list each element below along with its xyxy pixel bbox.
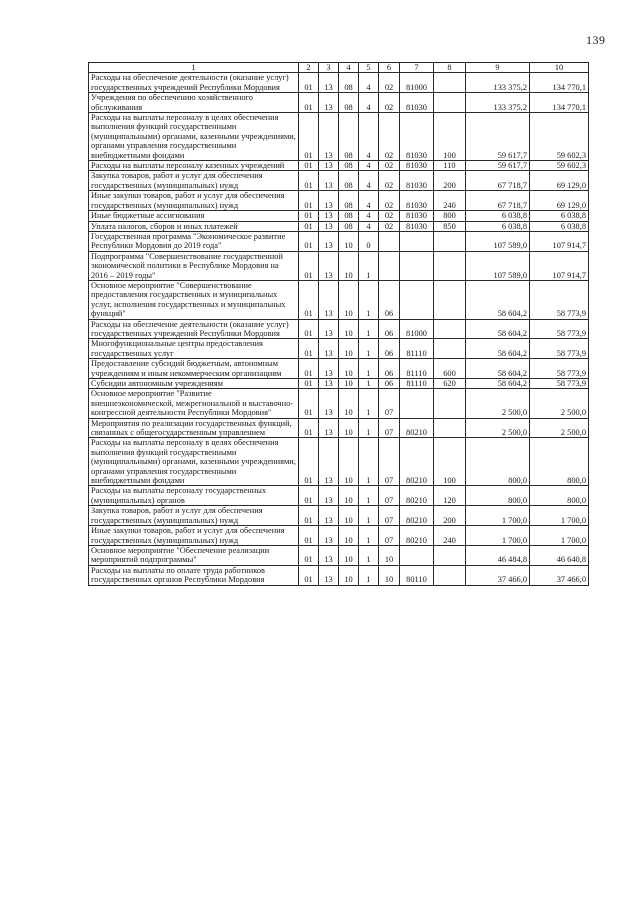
code-col-6: 02: [379, 113, 400, 161]
code-col-7: 81110: [400, 339, 434, 359]
code-col-2: 01: [299, 438, 319, 486]
code-col-7: 81000: [400, 73, 434, 93]
code-col-6: 02: [379, 161, 400, 171]
amount-col-10: 37 466,0: [530, 565, 589, 585]
code-col-3: 13: [319, 359, 339, 379]
amount-col-10: 107 914,7: [530, 231, 589, 251]
code-col-6: 07: [379, 486, 400, 506]
code-col-2: 01: [299, 93, 319, 113]
code-col-5: 4: [359, 73, 379, 93]
code-col-2: 01: [299, 211, 319, 221]
amount-col-10: 58 773,9: [530, 339, 589, 359]
code-col-7: [400, 251, 434, 280]
code-col-6: 06: [379, 280, 400, 319]
table-row: [89, 359, 589, 379]
code-col-4: 10: [339, 339, 359, 359]
code-col-4: 10: [339, 418, 359, 438]
amount-col-10: 6 038,8: [530, 211, 589, 221]
code-col-8: 620: [434, 379, 466, 389]
code-col-6: 07: [379, 526, 400, 546]
amount-col-10: 2 500,0: [530, 418, 589, 438]
code-col-8: 600: [434, 359, 466, 379]
code-col-3: 13: [319, 161, 339, 171]
amount-col-10: 2 500,0: [530, 389, 589, 418]
amount-col-10: 59 602,3: [530, 161, 589, 171]
row-name: Закупка товаров, работ и услуг для обеспечения государственных (муниципальных) нужд: [89, 506, 299, 526]
code-col-8: [434, 231, 466, 251]
code-col-5: 1: [359, 251, 379, 280]
code-col-7: 81110: [400, 359, 434, 379]
amount-col-9: 59 617,7: [466, 113, 530, 161]
row-name: Расходы на обеспечение деятельности (оказание услуг) государственных учреждений Республики Мордовия: [89, 73, 299, 93]
amount-col-9: 37 466,0: [466, 565, 530, 585]
code-col-3: 13: [319, 171, 339, 191]
code-col-5: 4: [359, 161, 379, 171]
header-cell: 6: [379, 63, 400, 73]
header-row: [89, 63, 589, 73]
amount-col-9: 107 589,0: [466, 251, 530, 280]
amount-col-9: 107 589,0: [466, 231, 530, 251]
code-col-5: 4: [359, 191, 379, 211]
amount-col-10: 1 700,0: [530, 506, 589, 526]
code-col-2: 01: [299, 339, 319, 359]
row-name: Уплата налогов, сборов и иных платежей: [89, 221, 299, 231]
code-col-6: 10: [379, 545, 400, 565]
table-row: [89, 191, 589, 211]
row-name: Расходы на выплаты персоналу государственных (муниципальных) органов: [89, 486, 299, 506]
code-col-7: 81030: [400, 191, 434, 211]
code-col-7: 80210: [400, 418, 434, 438]
amount-col-9: 6 038,8: [466, 221, 530, 231]
code-col-3: 13: [319, 113, 339, 161]
header-cell: 1: [89, 63, 299, 73]
table-row: [89, 280, 589, 319]
code-col-3: 13: [319, 251, 339, 280]
budget-table: [88, 62, 589, 586]
code-col-2: 01: [299, 565, 319, 585]
code-col-3: 13: [319, 506, 339, 526]
amount-col-9: 58 604,2: [466, 339, 530, 359]
table-row: [89, 486, 589, 506]
code-col-2: 01: [299, 545, 319, 565]
code-col-4: 10: [339, 389, 359, 418]
code-col-7: 81000: [400, 319, 434, 339]
code-col-7: 81030: [400, 221, 434, 231]
code-col-5: 1: [359, 526, 379, 546]
code-col-8: [434, 93, 466, 113]
code-col-7: [400, 280, 434, 319]
header-cell: 4: [339, 63, 359, 73]
code-col-6: 02: [379, 171, 400, 191]
code-col-6: 06: [379, 379, 400, 389]
table-row: [89, 171, 589, 191]
code-col-2: 01: [299, 73, 319, 93]
code-col-2: 01: [299, 418, 319, 438]
code-col-2: 01: [299, 221, 319, 231]
code-col-2: 01: [299, 280, 319, 319]
code-col-2: 01: [299, 171, 319, 191]
header-cell: 10: [530, 63, 589, 73]
amount-col-10: 107 914,7: [530, 251, 589, 280]
amount-col-9: 58 604,2: [466, 280, 530, 319]
table-row: [89, 526, 589, 546]
code-col-5: 1: [359, 280, 379, 319]
code-col-8: 100: [434, 113, 466, 161]
code-col-7: [400, 389, 434, 418]
amount-col-9: 2 500,0: [466, 418, 530, 438]
code-col-3: 13: [319, 231, 339, 251]
table-row: [89, 113, 589, 161]
row-name: Закупка товаров, работ и услуг для обеспечения государственных (муниципальных) нужд: [89, 171, 299, 191]
code-col-3: 13: [319, 280, 339, 319]
amount-col-10: 58 773,9: [530, 379, 589, 389]
amount-col-10: 46 640,8: [530, 545, 589, 565]
code-col-4: 10: [339, 280, 359, 319]
code-col-8: 850: [434, 221, 466, 231]
code-col-8: [434, 565, 466, 585]
code-col-2: 01: [299, 191, 319, 211]
table-row: [89, 73, 589, 93]
code-col-3: 13: [319, 389, 339, 418]
amount-col-9: 58 604,2: [466, 319, 530, 339]
code-col-4: 10: [339, 545, 359, 565]
row-name: Расходы на выплаты по оплате труда работников государственных органов Республики Мордовия: [89, 565, 299, 585]
code-col-2: 01: [299, 379, 319, 389]
code-col-8: 240: [434, 526, 466, 546]
code-col-5: 1: [359, 565, 379, 585]
code-col-3: 13: [319, 418, 339, 438]
code-col-8: [434, 418, 466, 438]
code-col-2: 01: [299, 506, 319, 526]
code-col-8: [434, 73, 466, 93]
code-col-5: 1: [359, 545, 379, 565]
row-name: Многофункциональные центры предоставления государственных услуг: [89, 339, 299, 359]
code-col-4: 10: [339, 231, 359, 251]
code-col-8: 800: [434, 211, 466, 221]
row-name: Основное мероприятие "Совершенствование предоставления государственных и муниципальных услуг, исполнения государственных и муниципальных функций": [89, 280, 299, 319]
code-col-5: 1: [359, 379, 379, 389]
code-col-4: 08: [339, 93, 359, 113]
code-col-8: 120: [434, 486, 466, 506]
code-col-8: 240: [434, 191, 466, 211]
code-col-2: 01: [299, 251, 319, 280]
table-row: [89, 93, 589, 113]
code-col-8: [434, 251, 466, 280]
code-col-3: 13: [319, 191, 339, 211]
table-row: [89, 418, 589, 438]
code-col-3: 13: [319, 211, 339, 221]
code-col-7: 81030: [400, 93, 434, 113]
code-col-5: 0: [359, 231, 379, 251]
amount-col-10: 134 770,1: [530, 93, 589, 113]
table-row: [89, 438, 589, 486]
code-col-3: 13: [319, 545, 339, 565]
table-header: [89, 63, 589, 73]
amount-col-9: 67 718,7: [466, 191, 530, 211]
code-col-6: [379, 231, 400, 251]
code-col-3: 13: [319, 319, 339, 339]
header-cell: 9: [466, 63, 530, 73]
code-col-6: 06: [379, 319, 400, 339]
code-col-2: 01: [299, 389, 319, 418]
amount-col-10: 134 770,1: [530, 73, 589, 93]
code-col-5: 4: [359, 221, 379, 231]
code-col-8: 110: [434, 161, 466, 171]
row-name: Подпрограмма "Совершенствование государственной экономической политики в Республике Мордовия на 2016 – 2019 годы": [89, 251, 299, 280]
row-name: Иные закупки товаров, работ и услуг для обеспечения государственных (муниципальных) нужд: [89, 526, 299, 546]
row-name: Иные закупки товаров, работ и услуг для обеспечения государственных (муниципальных) нужд: [89, 191, 299, 211]
code-col-6: 02: [379, 211, 400, 221]
code-col-2: 01: [299, 359, 319, 379]
code-col-6: 07: [379, 418, 400, 438]
code-col-6: 02: [379, 93, 400, 113]
code-col-8: [434, 545, 466, 565]
page-number: 139: [586, 33, 606, 47]
code-col-5: 1: [359, 418, 379, 438]
code-col-7: 80210: [400, 438, 434, 486]
table-row: [89, 161, 589, 171]
row-name: Иные бюджетные ассигнования: [89, 211, 299, 221]
amount-col-10: 1 700,0: [530, 526, 589, 546]
code-col-3: 13: [319, 526, 339, 546]
code-col-3: 13: [319, 565, 339, 585]
code-col-3: 13: [319, 486, 339, 506]
code-col-2: 01: [299, 526, 319, 546]
code-col-4: 08: [339, 171, 359, 191]
amount-col-9: 133 375,2: [466, 73, 530, 93]
code-col-6: 06: [379, 359, 400, 379]
row-name: Расходы на обеспечение деятельности (оказание услуг) государственных учреждений Республики Мордовия: [89, 319, 299, 339]
code-col-6: 02: [379, 221, 400, 231]
code-col-6: 02: [379, 73, 400, 93]
amount-col-9: 2 500,0: [466, 389, 530, 418]
header-cell: 8: [434, 63, 466, 73]
code-col-7: 81030: [400, 171, 434, 191]
code-col-7: 80210: [400, 526, 434, 546]
row-name: Расходы на выплаты персоналу в целях обеспечения выполнения функций государственными (муниципальными) органами, казенными учреждениями, органами управления государственными внебюджетными фондами: [89, 438, 299, 486]
header-cell: 5: [359, 63, 379, 73]
code-col-6: 06: [379, 339, 400, 359]
code-col-3: 13: [319, 438, 339, 486]
table-body: [89, 73, 589, 585]
code-col-7: 81030: [400, 211, 434, 221]
header-cell: 3: [319, 63, 339, 73]
code-col-8: 200: [434, 171, 466, 191]
amount-col-9: 59 617,7: [466, 161, 530, 171]
amount-col-10: 69 129,0: [530, 191, 589, 211]
code-col-2: 01: [299, 319, 319, 339]
code-col-2: 01: [299, 486, 319, 506]
code-col-5: 4: [359, 93, 379, 113]
code-col-5: 1: [359, 359, 379, 379]
code-col-4: 08: [339, 161, 359, 171]
table-row: [89, 221, 589, 231]
code-col-5: 1: [359, 389, 379, 418]
code-col-4: 08: [339, 211, 359, 221]
amount-col-10: 58 773,9: [530, 359, 589, 379]
code-col-7: [400, 231, 434, 251]
code-col-4: 10: [339, 506, 359, 526]
amount-col-10: 6 038,8: [530, 221, 589, 231]
table-row: [89, 231, 589, 251]
header-cell: 7: [400, 63, 434, 73]
code-col-7: 80210: [400, 486, 434, 506]
code-col-6: [379, 251, 400, 280]
row-name: Субсидии автономным учреждениям: [89, 379, 299, 389]
amount-col-9: 6 038,8: [466, 211, 530, 221]
code-col-8: [434, 389, 466, 418]
row-name: Основное мероприятие "Обеспечение реализации мероприятий подпрограммы": [89, 545, 299, 565]
amount-col-9: 1 700,0: [466, 526, 530, 546]
code-col-4: 10: [339, 251, 359, 280]
code-col-2: 01: [299, 231, 319, 251]
code-col-2: 01: [299, 113, 319, 161]
code-col-3: 13: [319, 379, 339, 389]
amount-col-10: 800,0: [530, 438, 589, 486]
amount-col-9: 800,0: [466, 438, 530, 486]
code-col-8: 200: [434, 506, 466, 526]
code-col-7: [400, 545, 434, 565]
row-name: Учреждения по обеспечению хозяйственного обслуживания: [89, 93, 299, 113]
code-col-8: [434, 319, 466, 339]
code-col-3: 13: [319, 73, 339, 93]
table-row: [89, 389, 589, 418]
code-col-5: 4: [359, 211, 379, 221]
code-col-6: 10: [379, 565, 400, 585]
code-col-5: 1: [359, 438, 379, 486]
table-row: [89, 565, 589, 585]
code-col-4: 08: [339, 73, 359, 93]
amount-col-9: 133 375,2: [466, 93, 530, 113]
row-name: Государственная программа "Экономическое развитие Республики Мордовия до 2019 года": [89, 231, 299, 251]
table-row: [89, 545, 589, 565]
header-cell: 2: [299, 63, 319, 73]
code-col-2: 01: [299, 161, 319, 171]
code-col-7: 81110: [400, 379, 434, 389]
table-row: [89, 506, 589, 526]
row-name: Предоставление субсидий бюджетным, автономным учреждениям и иным некоммерческим организациям: [89, 359, 299, 379]
amount-col-9: 1 700,0: [466, 506, 530, 526]
code-col-4: 10: [339, 486, 359, 506]
amount-col-9: 58 604,2: [466, 359, 530, 379]
row-name: Основное мероприятие "Развитие внешнеэкономической, межрегиональной и выставочно-конгрессной деятельности Республики Мордовия": [89, 389, 299, 418]
amount-col-10: 800,0: [530, 486, 589, 506]
row-name: Расходы на выплаты персоналу в целях обеспечения выполнения функций государственными (муниципальными) органами, казенными учреждениями, органами управления государственными внебюджетными фондами: [89, 113, 299, 161]
table-row: [89, 319, 589, 339]
code-col-7: 80210: [400, 506, 434, 526]
code-col-4: 10: [339, 319, 359, 339]
code-col-3: 13: [319, 339, 339, 359]
code-col-6: 07: [379, 506, 400, 526]
code-col-7: 80110: [400, 565, 434, 585]
table-row: [89, 211, 589, 221]
amount-col-9: 800,0: [466, 486, 530, 506]
code-col-5: 4: [359, 171, 379, 191]
table-row: [89, 379, 589, 389]
amount-col-10: 58 773,9: [530, 319, 589, 339]
code-col-6: 07: [379, 438, 400, 486]
code-col-4: 10: [339, 359, 359, 379]
code-col-4: 10: [339, 379, 359, 389]
code-col-4: 08: [339, 191, 359, 211]
code-col-5: 1: [359, 486, 379, 506]
amount-col-10: 59 602,3: [530, 113, 589, 161]
code-col-4: 08: [339, 113, 359, 161]
code-col-4: 10: [339, 526, 359, 546]
amount-col-10: 58 773,9: [530, 280, 589, 319]
code-col-3: 13: [319, 93, 339, 113]
code-col-4: 10: [339, 565, 359, 585]
code-col-8: 100: [434, 438, 466, 486]
row-name: Расходы на выплаты персоналу казенных учреждений: [89, 161, 299, 171]
code-col-7: 81030: [400, 113, 434, 161]
amount-col-9: 67 718,7: [466, 171, 530, 191]
amount-col-10: 69 129,0: [530, 171, 589, 191]
code-col-6: 02: [379, 191, 400, 211]
code-col-8: [434, 280, 466, 319]
code-col-6: 07: [379, 389, 400, 418]
amount-col-9: 46 484,8: [466, 545, 530, 565]
table-row: [89, 251, 589, 280]
code-col-5: 1: [359, 506, 379, 526]
code-col-5: 1: [359, 339, 379, 359]
code-col-5: 1: [359, 319, 379, 339]
code-col-4: 10: [339, 438, 359, 486]
table-row: [89, 339, 589, 359]
code-col-5: 4: [359, 113, 379, 161]
code-col-7: 81030: [400, 161, 434, 171]
code-col-4: 08: [339, 221, 359, 231]
code-col-8: [434, 339, 466, 359]
row-name: Мероприятия по реализации государственных функций, связанных с общегосударственным управлением: [89, 418, 299, 438]
amount-col-9: 58 604,2: [466, 379, 530, 389]
code-col-3: 13: [319, 221, 339, 231]
